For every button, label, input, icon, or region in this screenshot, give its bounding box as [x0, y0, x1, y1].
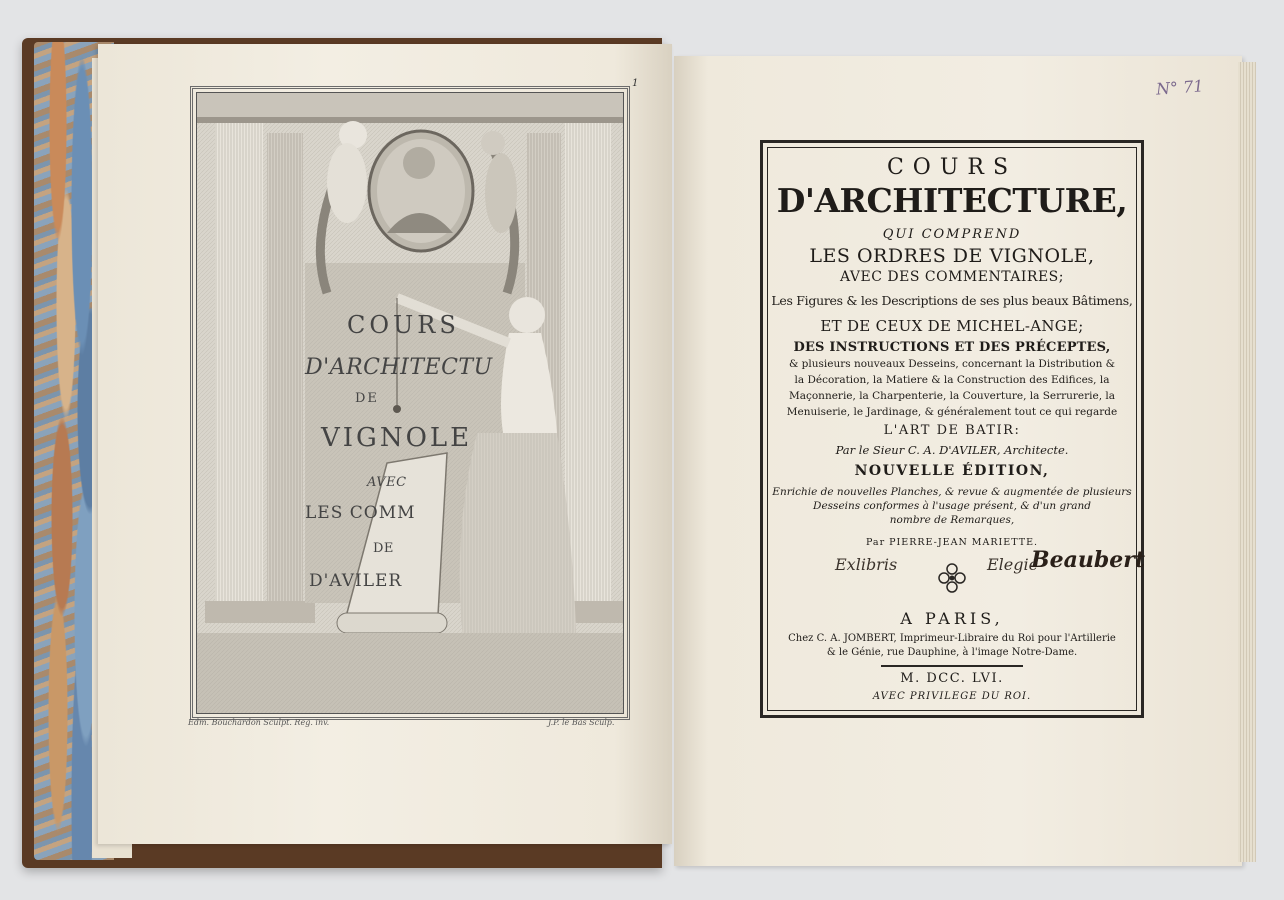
title-line: QUI COMPREND	[882, 227, 1022, 242]
plate-text-daviler: D'AVILER	[309, 571, 403, 591]
divider-rule	[881, 665, 1023, 667]
page-edges-right	[1238, 62, 1256, 862]
title-line: LES ORDRES DE VIGNOLE,	[809, 245, 1095, 267]
title-line: Enrichie de nouvelles Planches, & revue & augmentée de plusieurs	[772, 486, 1132, 498]
title-line: NOUVELLE ÉDITION,	[854, 463, 1050, 479]
plate-text-avec: AVEC	[367, 475, 407, 490]
title-line: nombre de Remarques,	[889, 514, 1015, 526]
engraver-credit-right: J.P. le Bas Sculp.	[548, 718, 615, 727]
title-line: Les Figures & les Descriptions de ses plus beaux Bâtimens,	[771, 293, 1133, 308]
title-line: & plusieurs nouveaux Desseins, concernant la Distribution &	[788, 358, 1116, 370]
title-line: & le Génie, rue Dauphine, à l'image Notre-Dame.	[826, 647, 1078, 658]
title-line: Par le Sieur C. A. D'AVILER, Architecte.	[835, 443, 1069, 457]
title-line: M. DCC. LVI.	[900, 671, 1004, 686]
title-line: DES INSTRUCTIONS ET DES PRÉCEPTES,	[793, 340, 1111, 355]
plate-text-cours: COURS	[347, 311, 460, 339]
handwritten-elegie: Elegié	[987, 555, 1039, 574]
handwritten-exlibris: Exlibris	[835, 555, 898, 574]
title-line: Maçonnerie, la Charpenterie, la Couverture, la Serrurerie, la	[788, 390, 1116, 402]
title-line: COURS	[886, 155, 1018, 180]
plate-text-architecture: D'ARCHITECTU	[305, 355, 493, 380]
title-line: D'ARCHITECTURE,	[776, 181, 1128, 220]
title-line: Desseins conformes à l'usage présent, & d'un grand	[813, 500, 1091, 512]
plate-text-vignole: VIGNOLE	[321, 423, 473, 453]
engraver-credit-left: Edm. Bouchardon Sculpt. Reg. inv.	[188, 718, 330, 727]
fleuron-ornament-icon	[937, 561, 967, 595]
page-number: 1	[632, 78, 639, 89]
plate-text-commentaires: LES COMM	[305, 503, 416, 523]
title-line: AVEC PRIVILEGE DU ROI.	[872, 691, 1032, 702]
title-line: Par PIERRE-JEAN MARIETTE.	[865, 537, 1039, 548]
title-line: AVEC DES COMMENTAIRES;	[839, 269, 1064, 285]
title-line: A PARIS,	[900, 609, 1004, 628]
plate-text-de: DE	[355, 391, 379, 406]
title-line: la Décoration, la Matiere & la Construction des Edifices, la	[794, 374, 1110, 386]
handwritten-shelf-mark: N° 71	[1155, 76, 1205, 99]
engraving-illustration	[197, 93, 623, 713]
title-page-frame	[760, 140, 1144, 718]
handwritten-signature: Beaubert	[1031, 547, 1145, 573]
frontispiece-engraving	[196, 92, 624, 714]
title-line: Menuiserie, le Jardinage, & généralement tout ce qui regarde	[786, 406, 1118, 418]
title-line: L'ART DE BATIR:	[883, 423, 1021, 438]
title-line: Chez C. A. JOMBERT, Imprimeur-Libraire du Roi pour l'Artillerie	[788, 633, 1116, 644]
plate-text-de-2: DE	[373, 541, 394, 556]
title-line: ET DE CEUX DE MICHEL-ANGE;	[820, 317, 1084, 335]
